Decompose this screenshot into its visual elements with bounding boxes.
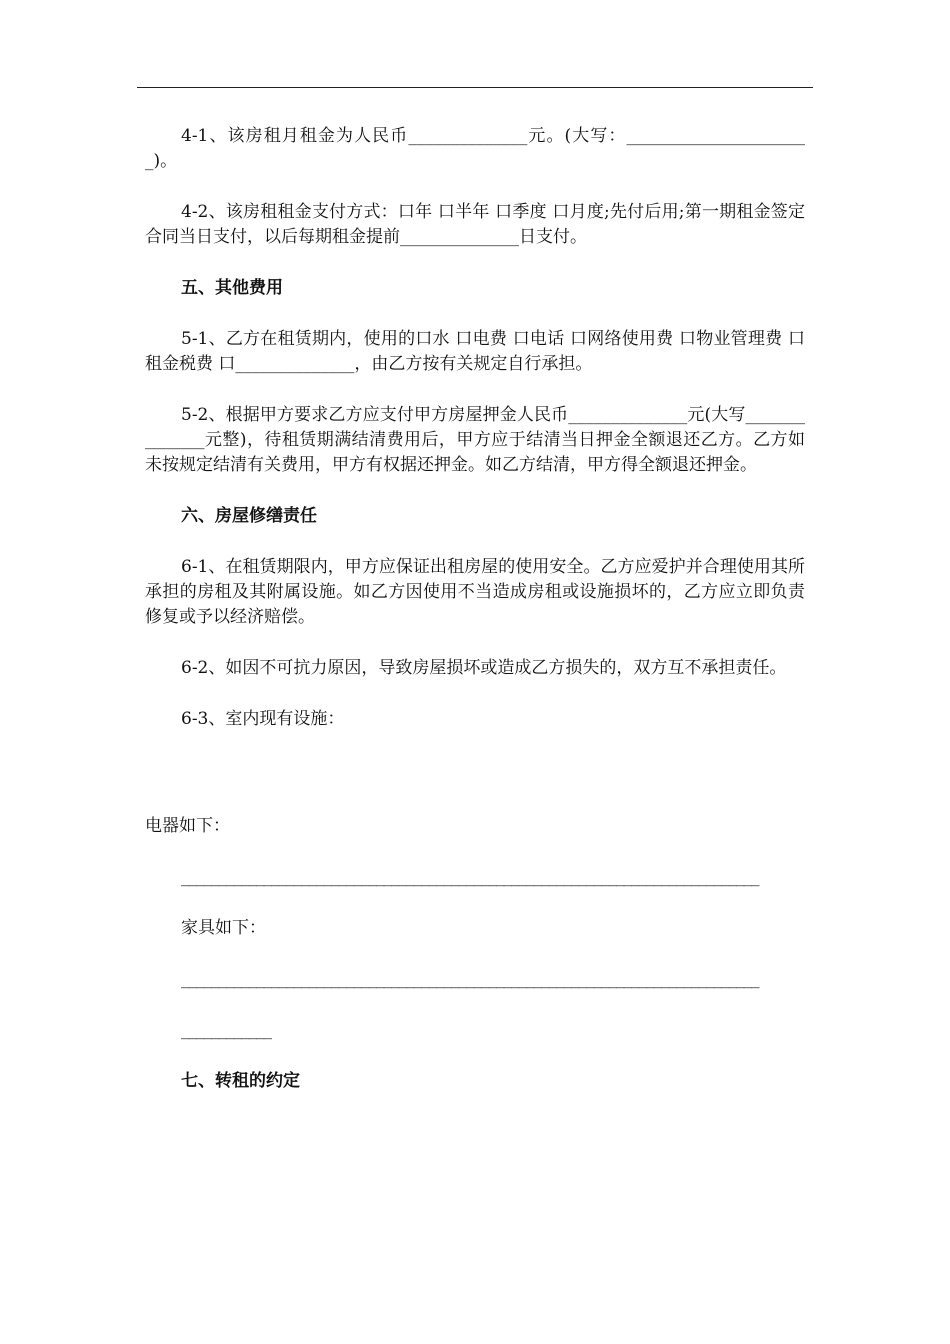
clause-5-1: 5-1、乙方在租赁期内，使用的口水 口电费 口电话 口网络使用费 口物业管理费 口租金税费 口______________，由乙方按有关规定自行承担。 bbox=[145, 329, 805, 374]
clause-6-1: 6-1、在租赁期限内，甲方应保证出租房屋的使用安全。乙方应爱护并合理使用其所承担的房租及其附属设施。如乙方因使用不当造成房租或设施损坏的，乙方应立即负责修复或予以经济赔偿。 bbox=[145, 557, 805, 627]
section-heading-5: 五、其他费用 bbox=[181, 278, 283, 298]
section-heading-7: 七、转租的约定 bbox=[181, 1071, 300, 1091]
document-body bbox=[145, 124, 805, 1120]
clause-4-2: 4-2、该房租租金支付方式：口年 口半年 口季度 口月度;先付后用;第一期租金签定合同当日支付，以后每期租金提前______________日支付。 bbox=[145, 202, 805, 247]
clause-4-1: 4-1、该房租月租金为人民币______________元。(大写：______________________)。 bbox=[145, 126, 805, 171]
spacer bbox=[145, 758, 805, 814]
clause-6-2: 6-2、如因不可抗力原因，导致房屋损坏或造成乙方损失的，双方互不承担责任。 bbox=[181, 658, 787, 678]
header-rule bbox=[137, 87, 813, 88]
clause-6-3: 6-3、室内现有设施： bbox=[181, 709, 345, 729]
section-heading-6: 六、房屋修缮责任 bbox=[181, 506, 317, 526]
extra-blank: ____________ bbox=[181, 1020, 271, 1040]
furniture-label: 家具如下： bbox=[181, 918, 266, 938]
clause-5-2: 5-2、根据甲方要求乙方应支付甲方房屋押金人民币______________元(大写______________元整)，待租赁期满结清费用后，甲方应于结清当日押金全额退还乙方。乙方如未按规定结清有关费用，甲方有权据还押金。如乙方结清，甲方得全额退还押金。 bbox=[145, 405, 805, 475]
appliances-label: 电器如下： bbox=[145, 816, 230, 836]
furniture-blank: _____________________________________________________________________________ bbox=[181, 969, 759, 989]
appliances-blank: _____________________________________________________________________________ bbox=[181, 867, 759, 887]
